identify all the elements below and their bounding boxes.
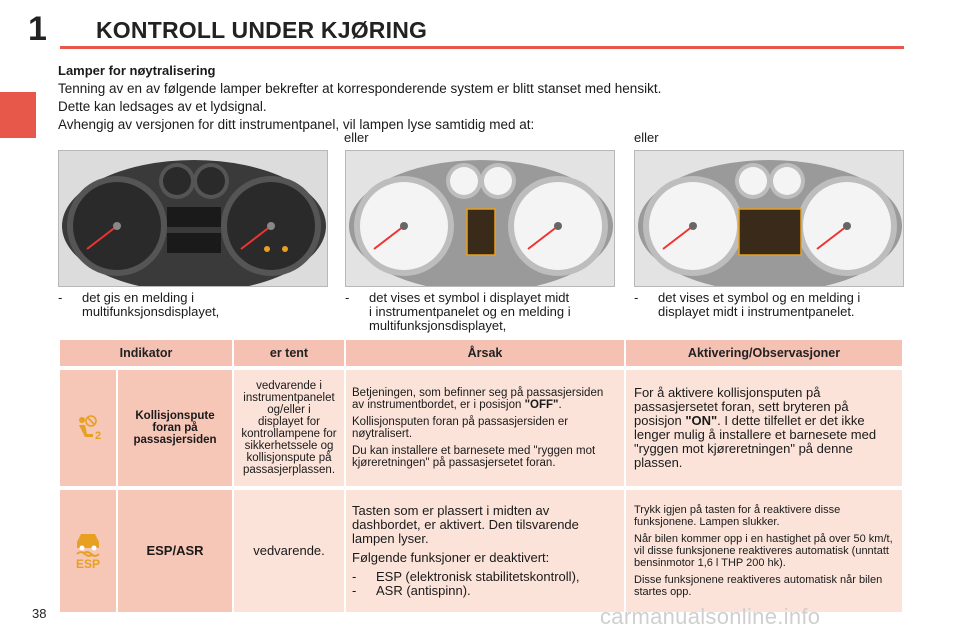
- cluster-caption: [345, 291, 620, 333]
- cluster-caption: [634, 291, 909, 319]
- title-rule: [60, 46, 904, 49]
- esp-icon-label: ESP: [75, 556, 101, 570]
- caption-line: det vises et symbol og en melding i: [658, 290, 861, 305]
- eller-label: eller: [634, 130, 659, 145]
- instrument-cluster-image: [58, 150, 328, 287]
- chapter-side-tab: [0, 92, 36, 138]
- table-row: [60, 490, 902, 612]
- list-item: - ESP (elektronisk stabilitetskontroll),: [352, 569, 580, 584]
- column-header-aktivering: Aktivering/Observasjoner: [626, 340, 902, 366]
- cause-text: Betjeningen, som befinner seg på passasjersiden av instrumentbordet, er i posisjon "OFF". Kollisjonsputen foran på passasjersiden er nøytralisert. Du kan installere et barnesete med "ryggen mot kjøreretningen" på passasjersetet foran.: [346, 370, 624, 486]
- instrument-cluster-image: [634, 150, 904, 287]
- cause-text: Tasten som er plassert i midten av dashbordet, er aktivert. Den tilsvarende lampen lyser. Følgende funksjoner er deaktivert: - ESP (elektronisk stabilitetskontroll), - ASR (antispinn).: [346, 490, 624, 612]
- table-row: [60, 370, 902, 486]
- page-number: 38: [32, 606, 47, 621]
- intro-section: [58, 62, 918, 134]
- activation-text: Trykk igjen på tasten for å reaktivere disse funksjonene. Lampen slukker. Når bilen kommer opp i en hastighet på over 50 km/t, vil disse funksjonene reaktiveres automatisk (unntatt bensinmotor 1,6 l THP 200 hk). Disse funksjonene reaktiveres automatisk når bilen startes opp.: [626, 490, 902, 612]
- caption-line: displayet midt i instrumentpanelet.: [658, 304, 855, 319]
- caption-line: det vises et symbol i displayet midt: [369, 290, 570, 305]
- caption-line: multifunksjonsdisplayet,: [369, 318, 507, 333]
- table-header-row: [60, 340, 902, 366]
- caption-line: det gis en melding i: [82, 290, 195, 305]
- caption-dash: -: [634, 290, 639, 305]
- column-header-arsak: Årsak: [346, 340, 624, 366]
- chapter-title: KONTROLL UNDER KJØRING: [96, 17, 428, 43]
- esp-icon: [60, 490, 116, 612]
- column-header-er-tent: er tent: [234, 340, 344, 366]
- caption-line: i instrumentpanelet og en melding i: [369, 304, 571, 319]
- cluster-caption: [58, 291, 328, 319]
- activation-text: For å aktivere kollisjonsputen på passasjersetet foran, sett bryteren på posisjon "ON". I dette tilfellet er det ikke lenger mulig å installere et barnesete med "ryggen mot kjøreretningen" på denne plassen.: [626, 370, 902, 486]
- intro-line: Avhengig av versjonen for ditt instrumentpanel, vil lampen lyse samtidig med at:: [58, 117, 535, 132]
- list-item: - ASR (antispinn).: [352, 583, 471, 598]
- indicator-table: [58, 340, 904, 612]
- intro-line: Tenning av en av følgende lamper bekrefter at korresponderende system er blitt stanset med hensikt.: [58, 81, 662, 96]
- watermark: carmanualsonline.info: [600, 604, 821, 629]
- caption-line: multifunksjonsdisplayet,: [82, 304, 220, 319]
- svg-text:2: 2: [95, 429, 102, 442]
- caption-dash: -: [58, 290, 63, 305]
- lit-state: vedvarende i instrumentpanelet og/eller i displayet for kontrollampene for sikkerhetssele og kollisjonspute på passasjerplassen.: [234, 370, 344, 486]
- column-header-indikator: Indikator: [60, 340, 232, 366]
- intro-line: Dette kan ledsages av et lydsignal.: [58, 99, 267, 114]
- chapter-number: 1: [28, 10, 47, 48]
- eller-label: eller: [344, 130, 369, 145]
- indicator-name: Kollisjonspute foran på passasjersiden: [118, 370, 232, 486]
- section-heading: Lamper for nøytralisering: [58, 63, 216, 78]
- instrument-cluster-image: [345, 150, 615, 287]
- caption-dash: -: [345, 290, 350, 305]
- airbag-off-icon: [60, 370, 116, 486]
- indicator-name: ESP/ASR: [118, 490, 232, 612]
- lit-state: vedvarende.: [234, 490, 344, 612]
